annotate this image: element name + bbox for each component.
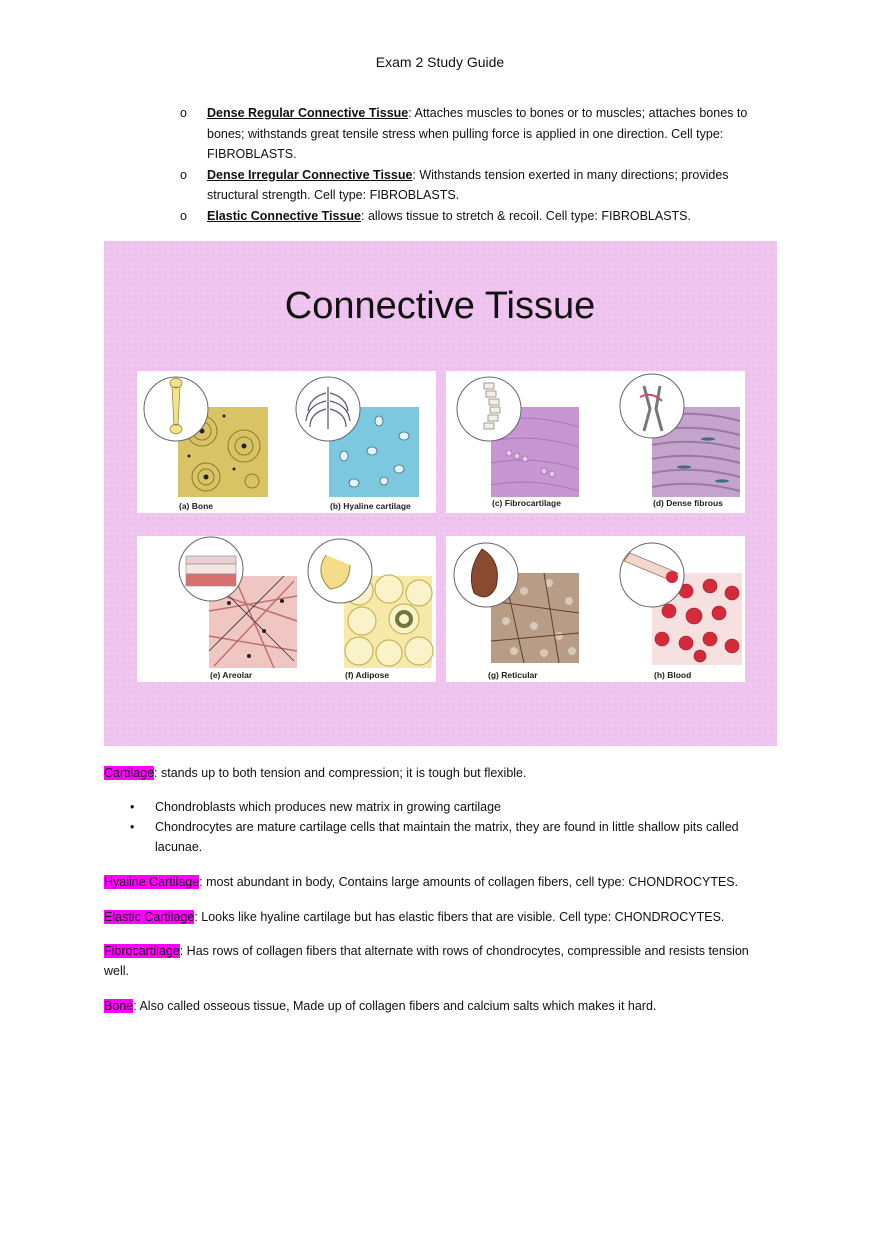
list-item: [130, 817, 760, 857]
term-elastic-cartilage: Elastic Cartilage: [104, 910, 195, 924]
elastic-paragraph: [104, 907, 780, 927]
tissue-list: [180, 103, 760, 226]
list-bullet: o: [180, 106, 187, 120]
bullet-text: Chondrocytes are mature cartilage cells that maintain the matrix, they are found in little shallow pits called lacunae.: [155, 820, 739, 854]
inset-knee-icon: [620, 374, 684, 438]
list-item: [180, 103, 760, 165]
list-item: [180, 206, 760, 227]
term-hyaline-cartilage: Hyaline Cartilage: [104, 875, 200, 889]
definition-text: : most abundant in body, Contains large amounts of collagen fibers, cell type: CHONDROCYTES.: [199, 875, 739, 889]
definition-text: : Looks like hyaline cartilage but has elastic fibers that are visible. Cell type: CHONDROCYTES.: [194, 910, 725, 924]
panel-label: (e) Areolar: [210, 670, 253, 680]
list-bullet: o: [180, 167, 187, 182]
list-bullet: •: [130, 820, 135, 834]
term-dense-irregular: Dense Irregular Connective Tissue: [207, 167, 413, 182]
list-bullet: •: [130, 800, 135, 814]
panel-label: (b) Hyaline cartilage: [330, 501, 411, 511]
term-bone: Bone: [104, 999, 134, 1013]
cartilage-paragraph: [104, 763, 780, 783]
figure-title: Connective Tissue: [284, 285, 596, 327]
list-bullet: o: [180, 208, 187, 223]
list-item: [130, 797, 760, 817]
definition-text: : allows tissue to stretch & recoil. Cell type: FIBROBLASTS.: [361, 208, 691, 223]
panel-label: (c) Fibrocartilage: [492, 498, 561, 508]
definition-text: : stands up to both tension and compression; it is tough but flexible.: [154, 766, 527, 780]
cartilage-bullets: [130, 797, 760, 857]
panel-label: (f) Adipose: [345, 670, 390, 680]
panel-label: (d) Dense fibrous: [653, 498, 723, 508]
term-elastic-connective: Elastic Connective Tissue: [207, 208, 361, 223]
definition-text: : Has rows of collagen fibers that alternate with rows of chondrocytes, compressible and resists tension well.: [104, 944, 749, 978]
panel-label: (h) Blood: [654, 670, 692, 680]
definition-text: : Also called osseous tissue, Made up of collagen fibers and calcium salts which makes it hard.: [133, 999, 657, 1013]
page-header: Exam 2 Study Guide: [375, 54, 505, 70]
bone-paragraph: [104, 996, 780, 1016]
definition-text: : Withstands tension exerted in many directions; provides structural strength. Cell type: FIBROBLASTS.: [207, 167, 729, 202]
list-item: [180, 165, 760, 206]
term-dense-regular: Dense Regular Connective Tissue: [207, 106, 409, 120]
hyaline-paragraph: [104, 872, 780, 892]
connective-tissue-figure: [104, 241, 777, 746]
term-fibrocartilage: Fibrocartilage: [104, 944, 180, 958]
panel-label: (g) Reticular: [488, 670, 538, 680]
term-cartilage: Cartilage: [104, 766, 155, 780]
fibrocartilage-paragraph: [104, 941, 754, 981]
definition-text: : Attaches muscles to bones or to muscles; attaches bones to bones; withstands great tensile stress when pulling force is applied in one direction. Cell type: FIBROBLASTS.: [207, 106, 748, 161]
bullet-text: Chondroblasts which produces new matrix in growing cartilage: [155, 800, 502, 814]
panel-label: (a) Bone: [179, 501, 213, 511]
